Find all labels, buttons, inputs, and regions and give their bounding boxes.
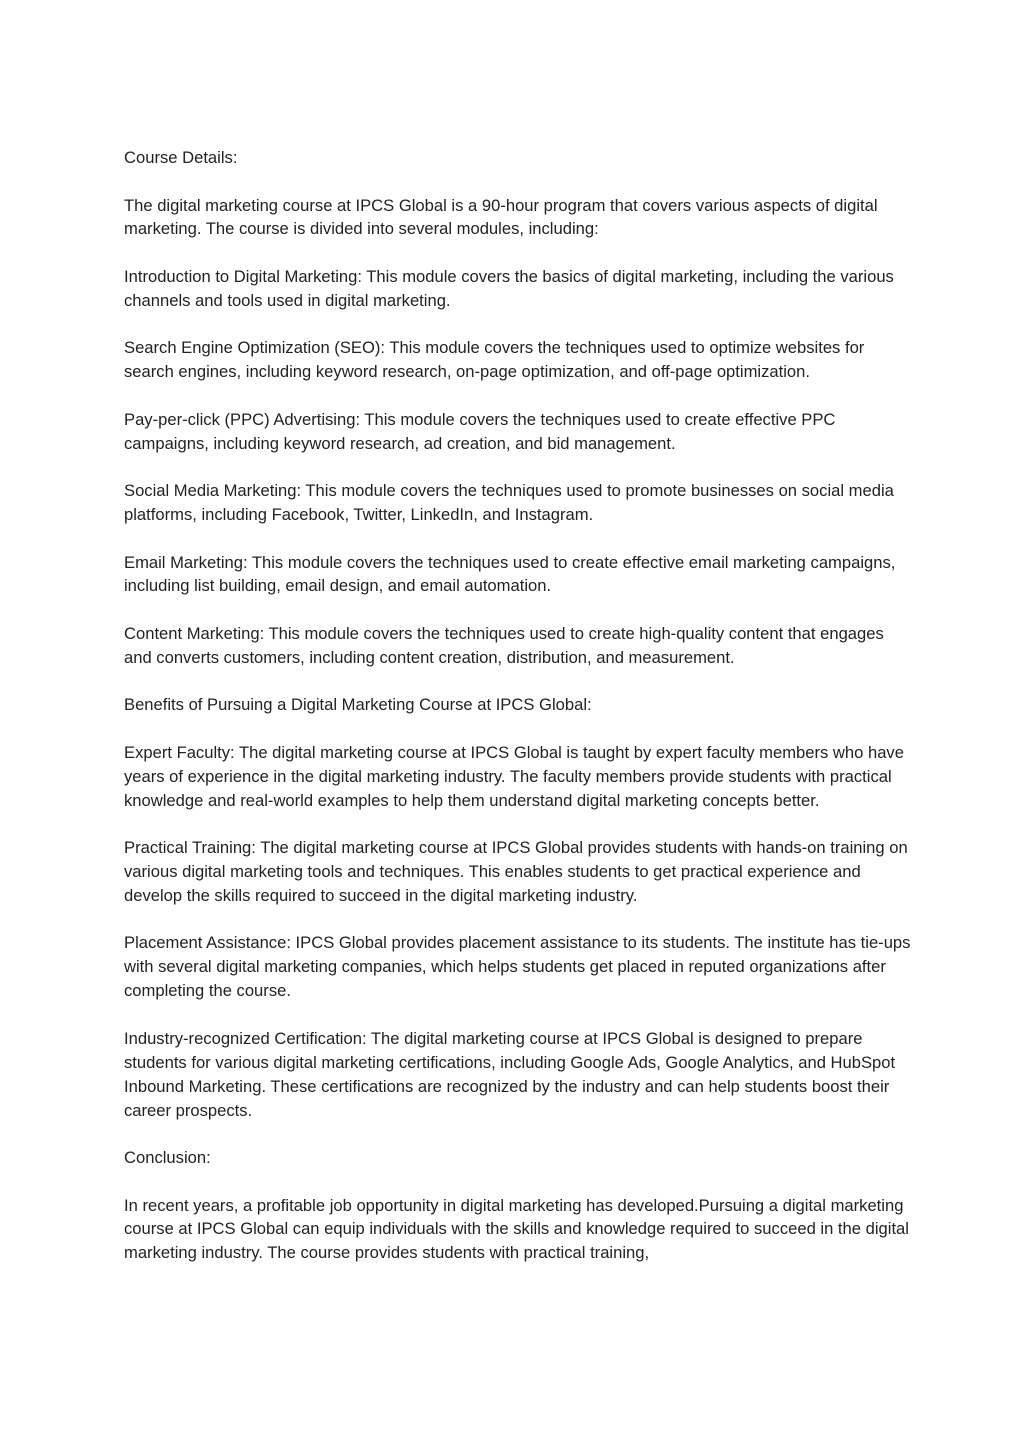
document-page [124,146,914,1289]
paragraph-benefit-placement: Placement Assistance: IPCS Global provides placement assistance to its students. The institute has tie-ups with several digital marketing companies, which helps students get placed in reputed organizations after completing the course. [124,933,911,1001]
section-heading-course-details: Course Details: [124,148,238,167]
paragraph-conclusion: In recent years, a profitable job opportunity in digital marketing has developed.Pursuing a digital marketing course at IPCS Global can equip individuals with the skills and knowledge required to succeed in the digital marketing industry. The course provides students with practical training, [124,1195,909,1263]
paragraph-module-email: Email Marketing: This module covers the techniques used to create effective email marketing campaigns, including list building, email design, and email automation. [124,552,896,596]
paragraph-benefit-training: Practical Training: The digital marketing course at IPCS Global provides students with hands-on training on various digital marketing tools and techniques. This enables students to get practical experience and develop the skills required to succeed in the digital marketing industry. [124,838,908,905]
paragraph-course-overview: The digital marketing course at IPCS Global is a 90-hour program that covers various aspects of digital marketing. The course is divided into several modules, including: [124,195,878,239]
paragraph-module-seo: Search Engine Optimization (SEO): This module covers the techniques used to optimize websites for search engines, including keyword research, on-page optimization, and off-page optimization. [124,338,865,382]
paragraph-benefit-faculty: Expert Faculty: The digital marketing course at IPCS Global is taught by expert faculty members who have years of experience in the digital marketing industry. The faculty members provide students with practical knowledge and real-world examples to help them understand digital marketing concepts better. [124,742,904,810]
paragraph-module-content: Content Marketing: This module covers the techniques used to create high-quality content that engages and converts customers, including content creation, distribution, and measurement. [124,623,884,667]
paragraph-module-intro: Introduction to Digital Marketing: This module covers the basics of digital marketing, including the various channels and tools used in digital marketing. [124,266,894,310]
paragraph-module-ppc: Pay-per-click (PPC) Advertising: This module covers the techniques used to create effective PPC campaigns, including keyword research, ad creation, and bid management. [124,409,836,453]
section-heading-conclusion: Conclusion: [124,1148,211,1167]
paragraph-module-social: Social Media Marketing: This module covers the techniques used to promote businesses on social media platforms, including Facebook, Twitter, LinkedIn, and Instagram. [124,481,894,525]
section-heading-benefits: Benefits of Pursuing a Digital Marketing Course at IPCS Global: [124,695,592,715]
paragraph-benefit-certification: Industry-recognized Certification: The digital marketing course at IPCS Global is designed to prepare students for various digital marketing certifications, including Google Ads, Google Analytics, and HubSpot Inbound Marketing. These certifications are recognized by the industry and can help students boost their career prospects. [124,1028,896,1120]
